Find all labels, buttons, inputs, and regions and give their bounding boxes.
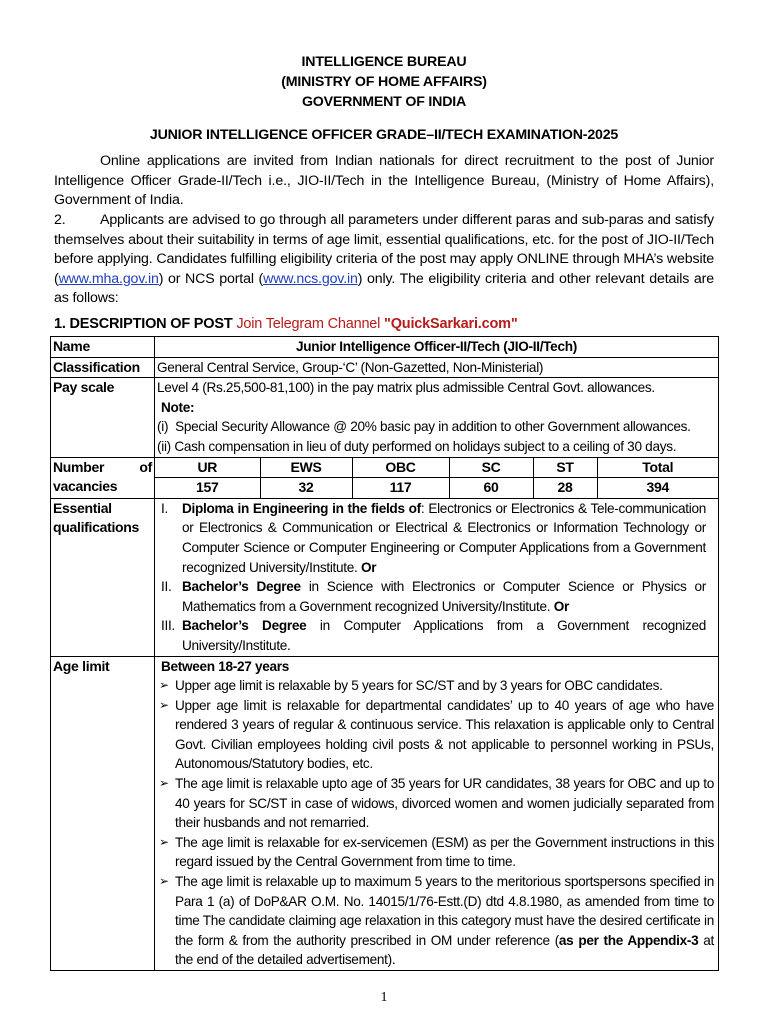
paragraph-text: ) or NCS portal ( [158, 270, 264, 287]
qualification-item [157, 616, 716, 655]
note-item: (ii) Cash compensation in lieu of duty performed on holidays subject to a ceiling of 30 days. [157, 438, 677, 454]
vacancy-header: OBC [352, 458, 449, 478]
vacancy-header: EWS [260, 458, 352, 478]
vacancies-table [155, 458, 718, 498]
paragraph-text: Applicants are advised to go through all parameters under different paras and sub-paras and satisfy themselves about their suitability in terms of age limit, essential qualifications, etc. for the post of JIO-II/Tech before applying. Candidates fulfilling eligibility criteria of the post may apply ONLINE through MHA’s website ( [54, 212, 714, 287]
qualification-number: II. [161, 579, 172, 595]
arrow-bullet-icon: ➢ [159, 834, 169, 849]
name-value: Junior Intelligence Officer-II/Tech (JIO-II/Tech) [155, 337, 719, 358]
vacancy-value: 28 [533, 478, 597, 498]
ncs-portal-link[interactable]: www.ncs.gov.in [263, 270, 358, 287]
org-title: INTELLIGENCE BUREAU [301, 54, 467, 70]
section-heading [54, 316, 518, 332]
vacancies-label-text: vacancies [53, 478, 118, 495]
age-point [157, 833, 716, 872]
qualification-item [157, 577, 716, 616]
note-label: Note: [161, 399, 195, 415]
vacancy-value: 157 [155, 478, 260, 498]
arrow-bullet-icon: ➢ [159, 678, 169, 693]
age-point-body: The age limit is relaxable up to maximum 5 years to the meritorious sportspersons specified in Para 1 (a) of DoP&AR O.M. No. 14015/1/76-Estt.(D) dtd 4.8.1980, as amended from time to time The candidate claiming age relaxation in this category must have the desired certificate in the form & from the authority prescribed in OM under reference ( [175, 874, 714, 948]
table-row [51, 337, 719, 358]
qualification-bold: Bachelor’s Degree [182, 579, 301, 595]
ministry-title: (MINISTRY OF HOME AFFAIRS) [281, 74, 487, 90]
qualification-body: in Computer Applications from a Government recognized University/Institute. [182, 618, 706, 653]
telegram-watermark [236, 316, 517, 332]
vacancy-value: 117 [352, 478, 449, 498]
page-number: 1 [380, 990, 388, 1005]
qualification-body: : Electronics or Electronics & Tele-communication or Electronics & Communication or Electrical & Electronics or Information Technology or Computer Science or Computer Engineering or Computer Applications from a Government recognized University/Institute. [182, 500, 706, 575]
table-row [51, 656, 719, 971]
qualification-item [157, 499, 716, 577]
vacancies-label [51, 457, 155, 498]
vacancy-header: UR [155, 458, 260, 478]
qualification-or: Or [553, 598, 569, 614]
age-point-text: Upper age limit is relaxable for departmental candidates’ up to 40 years of age who have rendered 3 years of regular & continuous service. This relaxation is applicable only to Central Govt. Civilian employees holding civil posts & not applicable to personnel working in PSUs, Autonomous/Statutory bodies, etc. [175, 697, 714, 772]
qualification-bold: Bachelor’s Degree [182, 618, 307, 634]
age-limit-cell [155, 656, 719, 971]
government-title: GOVERNMENT OF INDIA [301, 94, 467, 110]
note-item: (i) Special Security Allowance @ 20% basic pay in addition to other Government allowances. [157, 419, 691, 435]
age-point-text [175, 872, 716, 970]
vacancy-value: 394 [597, 478, 718, 498]
qualification-text [182, 577, 716, 616]
pay-scale-cell [155, 378, 719, 457]
qualifications-label [51, 498, 155, 656]
exam-title: JUNIOR INTELLIGENCE OFFICER GRADE–II/TECH EXAMINATION-2025 [149, 127, 619, 143]
pay-scale-label: Pay scale [51, 378, 155, 457]
table-row [51, 457, 719, 498]
table-row [51, 498, 719, 656]
age-point-text: The age limit is relaxable upto age of 35 years for UR candidates, 38 years for OBC and up to 40 years for SC/ST in case of widows, divorced women and women judicially separated from their husbands and not remarried. [175, 776, 714, 831]
intro-paragraph-1: Online applications are invited from Indian nationals for direct recruitment to the post of Junior Intelligence Officer Grade-II/Tech i.e., JIO-II/Tech in the Intelligence Bureau, (Ministry of Home Affairs), Government of India. [54, 153, 714, 209]
qualification-number: I. [161, 500, 168, 516]
table-row [51, 378, 719, 457]
qualification-number: III. [161, 618, 175, 634]
qualifications-label-text: Essential [53, 499, 112, 516]
paragraph-number: 2. [54, 212, 66, 228]
vacancy-value: 60 [449, 478, 533, 498]
vacancies-cell [155, 457, 719, 498]
age-point-text: The age limit is relaxable for ex-servicemen (ESM) as per the Government instructions in this regard issued by the Central Government from time to time. [175, 834, 714, 870]
qualification-text [182, 499, 716, 577]
table-row [51, 357, 719, 378]
telegram-text: Join Telegram Channel [236, 316, 385, 332]
age-point [157, 872, 716, 970]
telegram-channel-name: "QuickSarkari.com" [384, 316, 518, 332]
qualification-body: in Science with Electronics or Computer Science or Physics or Mathematics from a Government recognized University/Institute. [182, 579, 706, 614]
mha-website-link[interactable]: www.mha.gov.in [58, 270, 159, 287]
age-point [157, 774, 716, 833]
age-limit-label: Age limit [51, 656, 155, 971]
vacancies-label-text: Number [53, 458, 105, 475]
intro-paragraph-2 [54, 211, 714, 309]
classification-label: Classification [51, 357, 155, 378]
arrow-bullet-icon: ➢ [159, 697, 169, 712]
qualification-or: Or [361, 559, 377, 575]
age-point-body: at the end of the detailed advertisement). [175, 932, 715, 968]
age-point [157, 696, 716, 774]
arrow-bullet-icon: ➢ [159, 776, 169, 791]
qualifications-cell [155, 498, 719, 656]
section-title: 1. DESCRIPTION OF POST [54, 316, 233, 332]
qualification-text [182, 616, 716, 655]
appendix-reference: as per the Appendix-3 [558, 932, 699, 948]
paragraph-text: ) only. The eligibility criteria and other relevant details are as follows: [54, 270, 714, 307]
arrow-bullet-icon: ➢ [159, 874, 169, 889]
vacancies-label-text: of [139, 458, 152, 475]
post-description-table [50, 336, 719, 971]
vacancy-value-row [155, 478, 718, 498]
vacancy-value: 32 [260, 478, 352, 498]
pay-scale-value: Level 4 (Rs.25,500-81,100) in the pay matrix plus admissible Central Govt. allowances. [157, 380, 655, 396]
vacancy-header: ST [533, 458, 597, 478]
age-point-text: Upper age limit is relaxable by 5 years for SC/ST and by 3 years for OBC candidates. [175, 678, 663, 694]
vacancy-header-row [155, 458, 718, 478]
age-range: Between 18-27 years [161, 658, 290, 674]
classification-value: General Central Service, Group-‘C’ (Non-Gazetted, Non-Ministerial) [155, 357, 719, 378]
vacancy-header: Total [597, 458, 718, 478]
vacancy-header: SC [449, 458, 533, 478]
name-label: Name [51, 337, 155, 358]
qualification-bold: Diploma in Engineering in the fields of [182, 500, 421, 516]
qualifications-label-text: qualifications [53, 519, 140, 536]
age-point [157, 676, 716, 696]
